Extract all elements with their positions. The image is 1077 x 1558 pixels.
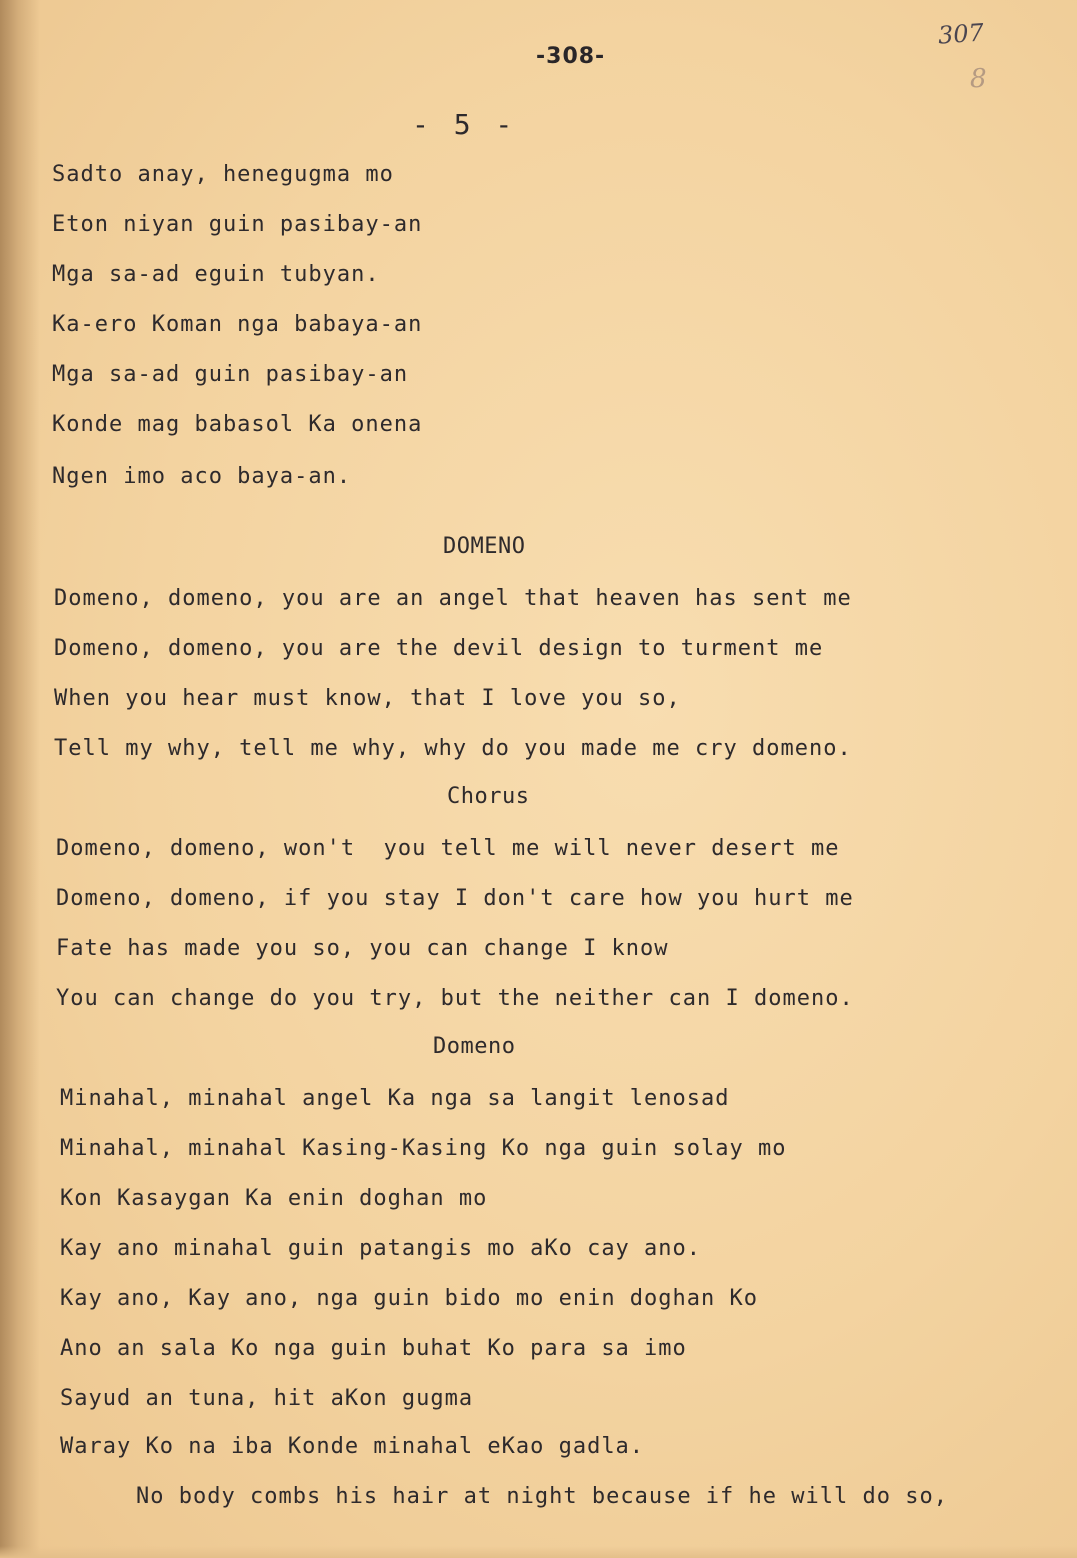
verse-line: Tell my why, tell me why, why do you made me cry domeno. — [54, 736, 852, 761]
stanza-3-line: Waray Ko na iba Konde minahal eKao gadla. — [60, 1434, 645, 1459]
stanza-3-line: Ano an sala Ko nga guin buhat Ko para sa imo — [60, 1336, 687, 1361]
handwritten-page-number: 307 — [937, 18, 985, 50]
verse-line: When you hear must know, that I love you so, — [54, 686, 681, 711]
page-bottom-edge — [0, 1546, 1077, 1558]
chorus-line: Fate has made you so, you can change I know — [56, 936, 669, 961]
stanza-3-line: Kon Kasaygan Ka enin doghan mo — [60, 1186, 488, 1211]
stanza-1-line: Mga sa-ad eguin tubyan. — [52, 262, 380, 287]
song-title: DOMENO — [443, 534, 526, 559]
stanza-1-line: Ngen imo aco baya-an. — [52, 464, 352, 489]
section-heading-domeno: Domeno — [433, 1034, 516, 1059]
stanza-1-line: Mga sa-ad guin pasibay-an — [52, 362, 409, 387]
chorus-line: Domeno, domeno, won't you tell me will never desert me — [56, 836, 840, 861]
chorus-line: Domeno, domeno, if you stay I don't care how you hurt me — [56, 886, 854, 911]
closing-paragraph: No body combs his hair at night because if he will do so, — [136, 1484, 948, 1509]
stanza-1-line: Eton niyan guin pasibay-an — [52, 212, 423, 237]
section-number: - 5 - — [412, 108, 517, 141]
binding-shadow — [0, 0, 40, 1558]
stanza-1-line: Konde mag babasol Ka onena — [52, 412, 423, 437]
stanza-1-line: Ka-ero Koman nga babaya-an — [52, 312, 423, 337]
pencil-mark: 8 — [970, 64, 987, 94]
stanza-3-line: Minahal, minahal angel Ka nga sa langit lenosad — [60, 1086, 730, 1111]
stanza-3-line: Kay ano, Kay ano, nga guin bido mo enin doghan Ko — [60, 1286, 759, 1311]
verse-line: Domeno, domeno, you are the devil design to turment me — [54, 636, 824, 661]
verse-line: Domeno, domeno, you are an angel that heaven has sent me — [54, 586, 852, 611]
stanza-3-line: Kay ano minahal guin patangis mo aKo cay ano. — [60, 1236, 702, 1261]
page-number: -308- — [536, 44, 606, 69]
stanza-1-line: Sadto anay, henegugma mo — [52, 162, 394, 187]
chorus-heading: Chorus — [447, 784, 530, 809]
stanza-3-line: Minahal, minahal Kasing-Kasing Ko nga guin solay mo — [60, 1136, 787, 1161]
stanza-3-line: Sayud an tuna, hit aKon gugma — [60, 1386, 474, 1411]
chorus-line: You can change do you try, but the neither can I domeno. — [56, 986, 854, 1011]
